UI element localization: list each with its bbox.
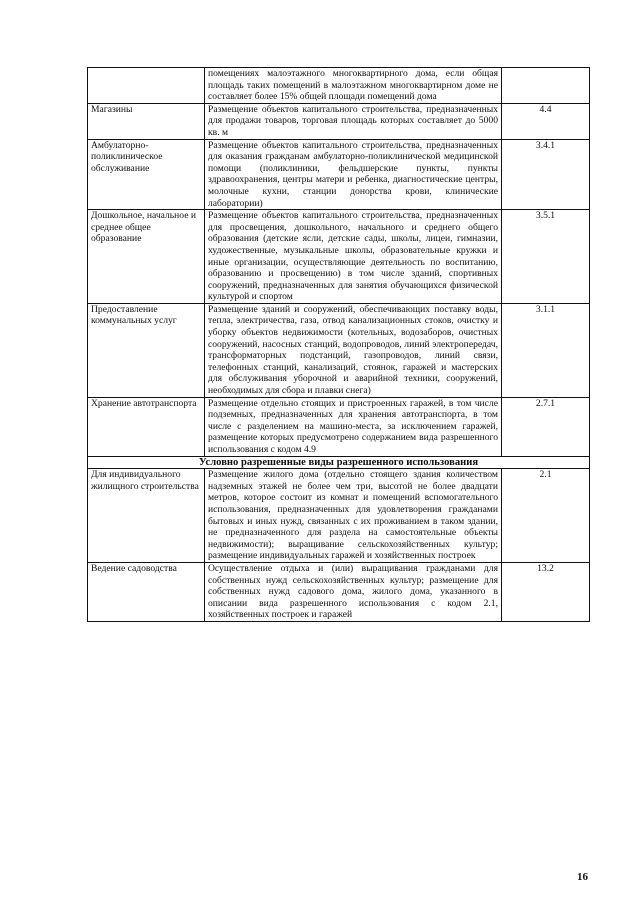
table-row: [88, 210, 590, 304]
use-code-cell: 3.4.1: [502, 139, 590, 210]
table-row: [88, 397, 590, 456]
use-name-cell: Хранение автотранспорта: [88, 397, 205, 456]
land-use-table: [87, 67, 590, 622]
use-code-cell: 13.2: [502, 562, 590, 621]
use-description-cell: Размещение объектов капитального строительства, предназначенных для оказания гражданам амбулаторно-поликлинической медицинской помощи (поликлиники, фельдшерские пункты, пункты здравоохранения, центры матери и ребенка, диагностические центры, молочные кухни, станции донорства крови, клинические лаборатории): [205, 139, 502, 210]
use-code-cell: 3.5.1: [502, 210, 590, 304]
use-description-cell: Размещение жилого дома (отдельно стоящего здания количеством надземных этажей не более чем три, высотой не более двадцати метров, которое состоит из комнат и помещений вспомогательного использования, предназначенных для удовлетворения гражданами бытовых и иных нужд, связанных с их проживанием в таком здании, не предназначенного для раздела на самостоятельные объекты недвижимости); выращивание сельскохозяйственных культур; размещение индивидуальных гаражей и хозяйственных построек: [205, 469, 502, 563]
use-name-cell: Амбулаторно-поликлиническое обслуживание: [88, 139, 205, 210]
use-description-cell: Размещение объектов капитального строительства, предназначенных для просвещения, дошкольного, начального и среднего общего образования (детские ясли, детские сады, школы, лицеи, гимназии, художественные, музыкальные школы, образовательные кружки и иные организации, осуществляющие деятельность по воспитанию, образованию и просвещению) в том числе зданий, спортивных сооружений, предназначенных для занятия обучающихся физической культурой и спортом: [205, 210, 502, 304]
use-name-cell: Предоставление коммунальных услуг: [88, 303, 205, 397]
use-code-cell: 4.4: [502, 103, 590, 139]
table-row: [88, 103, 590, 139]
use-name-cell: Магазины: [88, 103, 205, 139]
use-description-cell: Размещение отдельно стоящих и пристроенных гаражей, в том числе подземных, предназначенных для хранения автотранспорта, в том числе с разделением на машино-места, за исключением гаражей, размещение которых предусмотрено содержанием вида разрешенного использования с кодом 4.9: [205, 397, 502, 456]
use-description-cell: Размещение объектов капитального строительства, предназначенных для продажи товаров, торговая площадь которых составляет до 5000 кв. м: [205, 103, 502, 139]
table-row: [88, 562, 590, 621]
use-code-cell: 3.1.1: [502, 303, 590, 397]
table-row: [88, 469, 590, 563]
page-number: 16: [577, 871, 588, 883]
use-description-cell: Размещение зданий и сооружений, обеспечивающих поставку воды, тепла, электричества, газа, отвод канализационных стоков, очистку и уборку объектов недвижимости (котельных, водозаборов, очистных сооружений, насосных станций, водопроводов, линий электропередач, трансформаторных подстанций, газопроводов, линий связи, телефонных станций, канализаций, стоянок, гаражей и мастерских для обслуживания уборочной и аварийной техники, сооружений, необходимых для сбора и плавки снега): [205, 303, 502, 397]
table-row: [88, 68, 590, 104]
use-name-cell: Ведение садоводства: [88, 562, 205, 621]
use-name-cell: Для индивидуального жилищного строительства: [88, 469, 205, 563]
section-heading-row: [88, 456, 590, 469]
use-description-cell: Осуществление отдыха и (или) выращивания гражданами для собственных нужд сельскохозяйственных культур; размещение для собственных нужд садового дома, жилого дома, указанного в описании вида разрешенного использования с кодом 2.1, хозяйственных построек и гаражей: [205, 562, 502, 621]
use-code-cell: 2.1: [502, 469, 590, 563]
table-row: [88, 303, 590, 397]
use-code-cell: [502, 68, 590, 104]
use-code-cell: 2.7.1: [502, 397, 590, 456]
use-description-cell: помещениях малоэтажного многоквартирного дома, если общая площадь таких помещений в малоэтажном многоквартирном доме не составляет более 15% общей площади помещений дома: [205, 68, 502, 104]
table-row: [88, 139, 590, 210]
use-name-cell: Дошкольное, начальное и среднее общее образование: [88, 210, 205, 304]
use-name-cell: [88, 68, 205, 104]
section-heading: Условно разрешенные виды разрешенного использования: [88, 456, 590, 469]
